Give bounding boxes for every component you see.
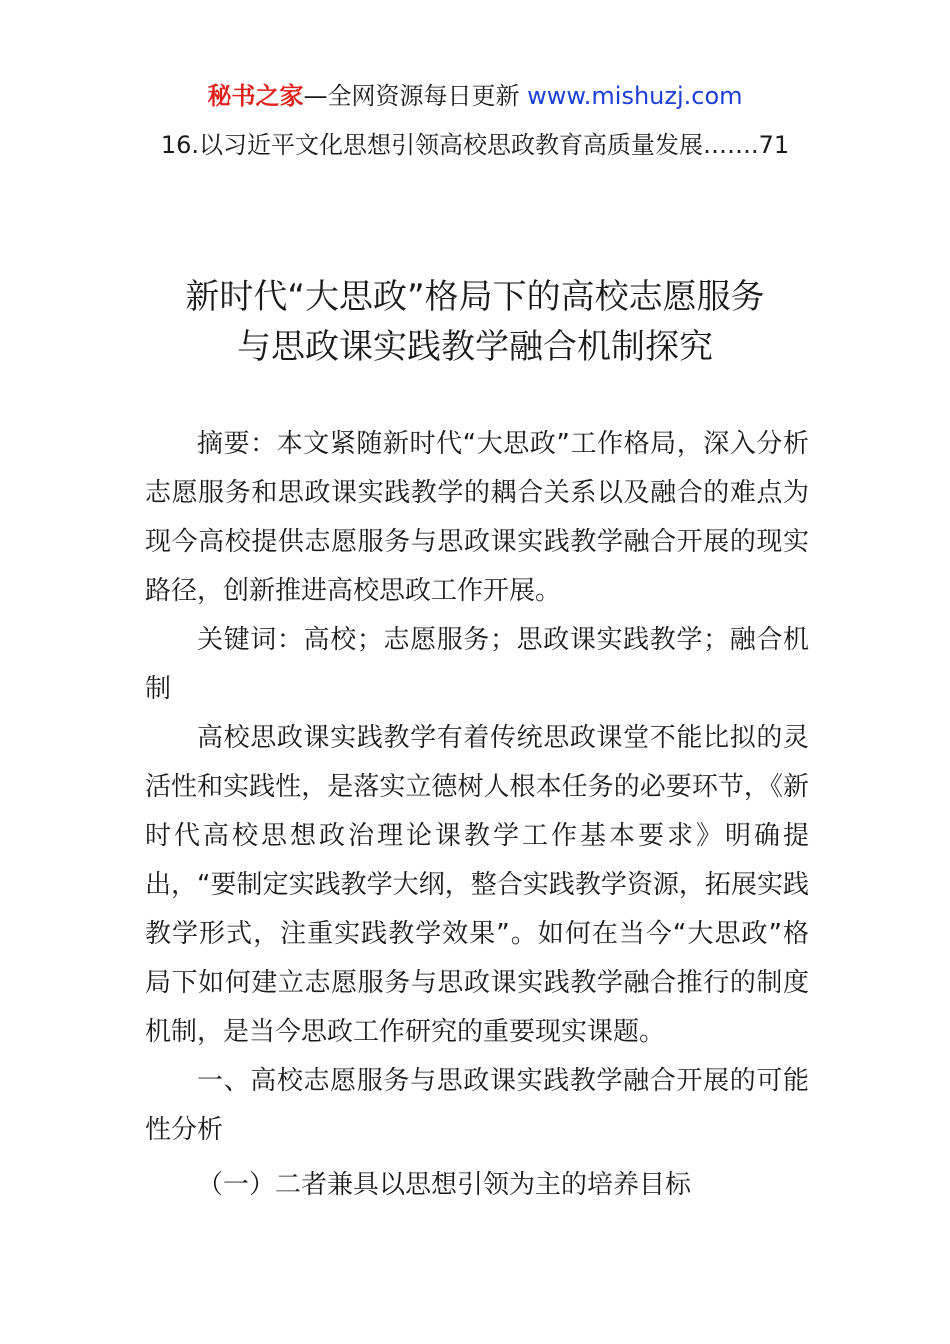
article-title [100,272,850,372]
toc-entry: 16.以习近平文化思想引领高校思政教育高质量发展…….71 [160,131,790,159]
abstract-paragraph: 摘要：本文紧随新时代“大思政”工作格局，深入分析志愿服务和思政课实践教学的耦合关系以及融合的难点为现今高校提供志愿服务与思政课实践教学融合开展的现实路径，创新推进高校思政工作开展。 [145,429,809,606]
site-url-link[interactable]: www.mishuzj.com [527,82,743,110]
intro-paragraph: 高校思政课实践教学有着传统思政课堂不能比拟的灵活性和实践性，是落实立德树人根本任务的必要环节，《新时代高校思想政治理论课教学工作基本要求》明确提出，“要制定实践教学大纲，整合实践教学资源，拓展实践教学形式，注重实践教学效果”。如何在当今“大思政”格局下如何建立志愿服务与思政课实践教学融合推行的制度机制，是当今思政工作研究的重要现实课题。 [145,723,809,1047]
header-separator: — [303,82,328,110]
title-line-2: 与思政课实践教学融合机制探究 [237,327,713,367]
keywords-paragraph: 关键词：高校；志愿服务；思政课实践教学；融合机制 [145,625,809,704]
site-header [0,80,950,112]
header-tagline: 全网资源每日更新 [327,82,528,110]
brand-name: 秘书之家 [207,82,304,110]
title-line-1: 新时代“大思政”格局下的高校志愿服务 [185,277,765,317]
subsection-heading-1: （一）二者兼具以思想引领为主的培养目标 [197,1170,692,1200]
article-body [145,420,809,1210]
section-heading-1: 一、高校志愿服务与思政课实践教学融合开展的可能性分析 [145,1066,809,1145]
